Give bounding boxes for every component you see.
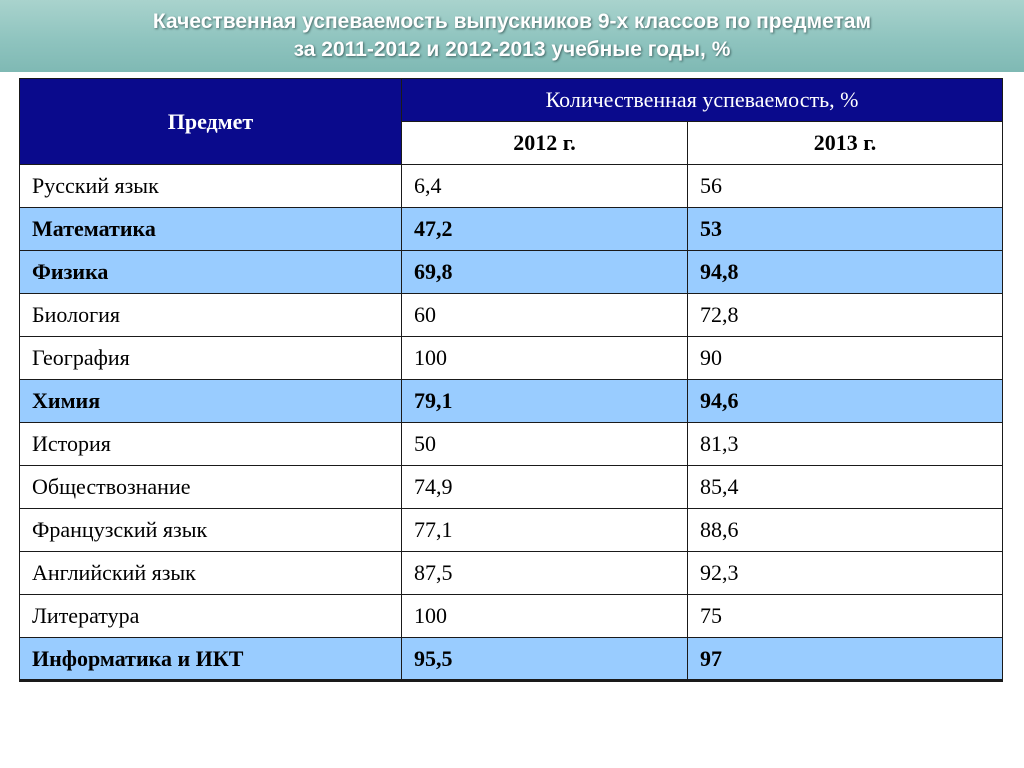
cell-subject: История [20,423,402,466]
cell-subject: Французский язык [20,509,402,552]
cell-2013: 81,3 [688,423,1003,466]
table-row [20,423,1003,466]
cell-2013: 75 [688,595,1003,638]
grades-table [19,78,1003,682]
cell-subject: Биология [20,294,402,337]
cell-2012: 100 [402,337,688,380]
table-row [20,208,1003,251]
cell-2013: 56 [688,165,1003,208]
cell-subject: Информатика и ИКТ [20,638,402,681]
header-subject: Предмет [20,79,402,165]
cell-2013: 92,3 [688,552,1003,595]
cell-2012: 77,1 [402,509,688,552]
cell-2012: 6,4 [402,165,688,208]
cell-subject: Литература [20,595,402,638]
cell-subject: Математика [20,208,402,251]
header-year-2013: 2013 г. [688,122,1003,165]
cell-2012: 87,5 [402,552,688,595]
table-row [20,595,1003,638]
cell-subject: Физика [20,251,402,294]
table-row [20,294,1003,337]
header-row-1 [20,79,1003,122]
cell-subject: География [20,337,402,380]
title-line-2: за 2011-2012 и 2012-2013 учебные годы, % [293,38,731,61]
cell-2013: 94,8 [688,251,1003,294]
cell-2012: 74,9 [402,466,688,509]
cell-2013: 85,4 [688,466,1003,509]
cell-2012: 47,2 [402,208,688,251]
cell-subject: Английский язык [20,552,402,595]
cell-2013: 94,6 [688,380,1003,423]
table-row [20,380,1003,423]
cell-2013: 53 [688,208,1003,251]
title-line-1: Качественная успеваемость выпускников 9-х классов по предметам [152,10,872,33]
table-row [20,466,1003,509]
cell-2012: 79,1 [402,380,688,423]
cell-2012: 60 [402,294,688,337]
cell-2012: 100 [402,595,688,638]
cell-subject: Русский язык [20,165,402,208]
cell-2013: 97 [688,638,1003,681]
table-row [20,638,1003,681]
cell-2013: 88,6 [688,509,1003,552]
cell-2012: 69,8 [402,251,688,294]
cell-subject: Химия [20,380,402,423]
cell-subject: Обществознание [20,466,402,509]
table-row [20,552,1003,595]
table-row [20,337,1003,380]
table-row [20,165,1003,208]
cell-2013: 72,8 [688,294,1003,337]
table-row [20,251,1003,294]
header-group: Количественная успеваемость, % [402,79,1003,122]
cell-2013: 90 [688,337,1003,380]
cell-2012: 95,5 [402,638,688,681]
header-year-2012: 2012 г. [402,122,688,165]
slide-title [0,0,1024,72]
cell-2012: 50 [402,423,688,466]
table-row [20,509,1003,552]
